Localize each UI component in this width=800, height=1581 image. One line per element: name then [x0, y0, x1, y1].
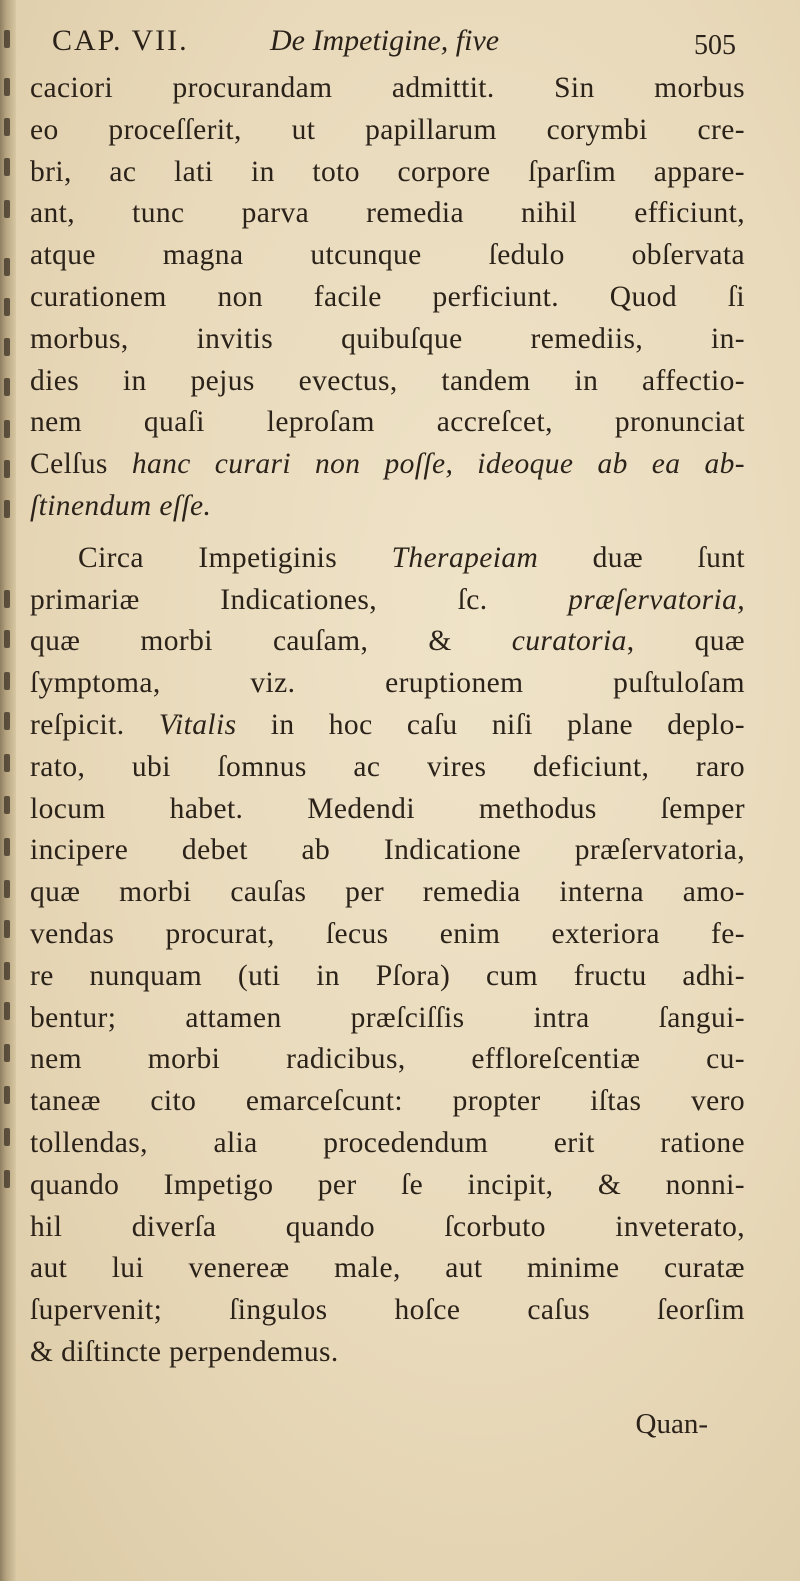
- running-title: De Impetigine, five: [270, 24, 500, 57]
- text-line: [30, 68, 745, 110]
- gutter-mark: [4, 500, 10, 518]
- text-run: bri, ac lati in toto corpore ſparſim appare-: [30, 155, 745, 188]
- italic-run: Vitalis: [158, 708, 237, 741]
- text-line: [30, 789, 745, 831]
- text-run: incipere debet ab Indicatione præſervatoria,: [30, 834, 745, 867]
- text-line: [30, 1332, 745, 1374]
- text-line: [30, 235, 745, 277]
- text-run: tollendas, alia procedendum erit ratione: [30, 1126, 745, 1159]
- text-run: quando Impetigo per ſe incipit, & nonni-: [30, 1168, 745, 1201]
- text-line: [30, 1123, 745, 1165]
- gutter-mark: [4, 920, 10, 938]
- gutter-mark: [4, 378, 10, 396]
- text-run: rato, ubi ſomnus ac vires deficiunt, raro: [30, 750, 745, 783]
- text-run: caciori procurandam admittit. Sin morbus: [30, 72, 745, 104]
- text-line: [30, 152, 745, 194]
- text-line: [30, 1081, 745, 1123]
- text-run: ſymptoma, viz. eruptionem puſtuloſam: [30, 667, 745, 700]
- gutter-mark: [4, 200, 10, 218]
- text-run: in hoc caſu niſi plane deplo-: [236, 708, 746, 741]
- text-run: vendas procurat, ſecus enim exteriora fe-: [30, 917, 745, 950]
- paragraph-2: [30, 538, 745, 1374]
- text-run: Celſus: [30, 448, 132, 481]
- gutter-mark: [4, 1128, 10, 1146]
- text-line: [30, 1207, 745, 1249]
- italic-run: Therapeiam: [391, 541, 539, 574]
- text-line: [30, 402, 745, 444]
- text-line: [30, 956, 745, 998]
- text-line: [30, 361, 745, 403]
- text-run: nem morbi radicibus, efflorеſcentiæ cu-: [30, 1043, 745, 1076]
- gutter-mark: [4, 338, 10, 356]
- text-run: quæ morbi cauſas per remedia interna amo-: [30, 876, 745, 909]
- gutter-mark: [4, 962, 10, 980]
- paragraph-gap: [30, 528, 745, 538]
- chapter-label: CAP. VII.: [52, 24, 189, 57]
- text-line: [30, 277, 745, 319]
- gutter-mark: [4, 420, 10, 438]
- text-line: [30, 1248, 745, 1290]
- text-line: [30, 663, 745, 705]
- gutter-mark: [4, 258, 10, 276]
- text-run: eo proceſſerit, ut papillarum corymbi cre-: [30, 113, 745, 146]
- text-run: locum habet. Medendi methodus ſemper: [30, 792, 745, 825]
- text-run: atque magna utcunque ſedulo obſervata: [30, 239, 745, 272]
- gutter-mark: [4, 796, 10, 814]
- italic-run: præſervatoria,: [568, 583, 745, 616]
- text-line: [30, 830, 745, 872]
- text-run: quæ morbi cauſam, &: [30, 625, 512, 658]
- text-run: ſupervenit; ſingulos hoſce caſus ſeorſim: [30, 1294, 745, 1327]
- gutter-mark: [4, 118, 10, 136]
- text-line: [30, 110, 745, 152]
- gutter-mark: [4, 78, 10, 96]
- gutter-mark: [4, 158, 10, 176]
- text-run: aut lui venereæ male, aut minime curatæ: [30, 1252, 745, 1285]
- page-number: 505: [694, 30, 736, 61]
- text-run: duæ ſunt: [538, 541, 745, 574]
- gutter-mark: [4, 672, 10, 690]
- gutter-mark: [4, 460, 10, 478]
- text-line: [30, 747, 745, 789]
- gutter-mark: [4, 1170, 10, 1188]
- gutter-mark: [4, 1086, 10, 1104]
- text-run: hil diverſa quando ſcorbuto inveterato,: [30, 1210, 745, 1243]
- text-line: [30, 580, 745, 622]
- paragraph-1: [30, 68, 745, 528]
- text-line: [30, 705, 745, 747]
- text-run: ant, tunc parva remedia nihil efficiunt,: [30, 197, 745, 230]
- text-line: [30, 444, 745, 486]
- gutter-mark: [4, 880, 10, 898]
- text-run: primariæ Indicationes, ſc.: [30, 583, 569, 616]
- text-run: Circa Impetiginis: [78, 541, 392, 574]
- text-run: nem quaſi leproſam accreſcet, pronunciat: [30, 406, 745, 439]
- gutter-mark: [4, 590, 10, 608]
- text-line: [30, 538, 745, 580]
- text-line: [30, 1165, 745, 1207]
- gutter-mark: [4, 838, 10, 856]
- italic-run: hanc curari non poſſe, ideoque ab ea ab-: [131, 448, 745, 481]
- text-run: morbus, invitis quibuſque remediis, in-: [30, 322, 745, 355]
- gutter-mark: [4, 1044, 10, 1062]
- text-run: , quæ: [626, 625, 745, 658]
- text-run: bentur; attamen præſciſſis intra ſangui-: [30, 1001, 745, 1034]
- text-line: [30, 319, 745, 361]
- text-run: & diſtincte perpendemus.: [30, 1335, 339, 1368]
- gutter-mark: [4, 1002, 10, 1020]
- text-run: reſpicit.: [30, 708, 159, 741]
- text-line: [30, 193, 745, 235]
- body-text: [30, 68, 745, 1374]
- gutter-mark: [4, 754, 10, 772]
- italic-run: ſtinendum eſſe.: [30, 489, 212, 522]
- gutter-mark: [4, 298, 10, 316]
- text-run: taneæ cito emarceſcunt: propter iſtas vero: [30, 1085, 745, 1118]
- italic-run: curatoria: [511, 625, 627, 658]
- text-line: [30, 1290, 745, 1332]
- text-run: dies in pejus evectus, tandem in affectio-: [30, 364, 745, 397]
- gutter-mark: [4, 30, 10, 48]
- text-run: re nunquam (uti in Pſora) cum fructu adhi-: [30, 959, 745, 992]
- text-run: curationem non facile perficiunt. Quod ſi: [30, 280, 745, 313]
- binding-gutter: [0, 0, 16, 1581]
- catchword: Quan-: [635, 1408, 708, 1440]
- running-header: [42, 20, 762, 68]
- gutter-mark: [4, 630, 10, 648]
- text-line: [30, 914, 745, 956]
- text-line: [30, 1039, 745, 1081]
- text-line: [30, 621, 745, 663]
- text-line: [30, 872, 745, 914]
- text-line: [30, 486, 745, 528]
- text-line: [30, 998, 745, 1040]
- gutter-mark: [4, 712, 10, 730]
